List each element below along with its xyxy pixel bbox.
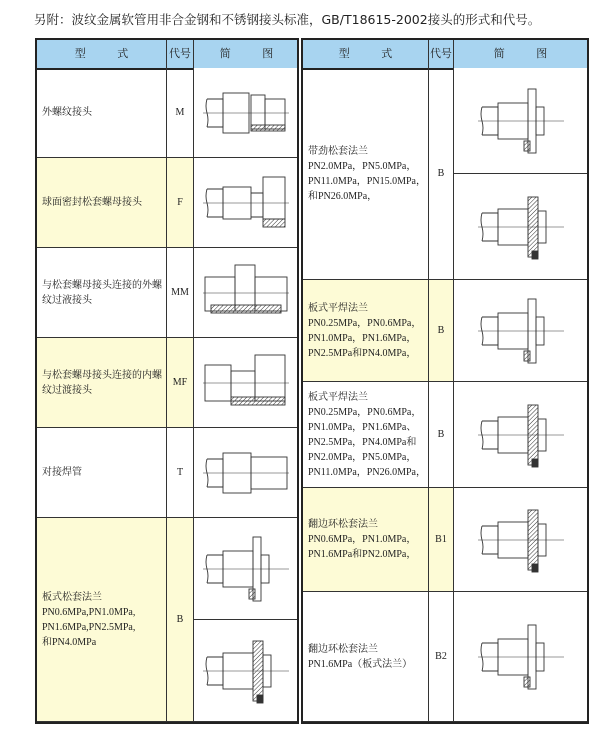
header-code: 代号 xyxy=(167,40,194,68)
pressure-rating: PN1.6MPa和PN2.0MPa， xyxy=(308,549,417,560)
pressure-rating: PN2.5MPa，PN4.0MPa和 xyxy=(308,436,417,448)
flange-diagram xyxy=(454,592,587,722)
code-cell: B xyxy=(429,68,454,280)
code-cell: B2 xyxy=(429,592,454,722)
header-code: 代号 xyxy=(429,40,454,68)
type-name: 外螺纹接头 xyxy=(42,107,92,118)
pressure-rating: PN1.6MPa（板式法兰） xyxy=(308,658,413,670)
type-cell xyxy=(303,382,429,488)
pressure-rating: PN0.6MPa,PN1.0MPa, xyxy=(42,606,136,618)
pressure-rating: PN2.5MPa和PN4.0MPa， xyxy=(308,347,417,359)
type-cell xyxy=(303,592,429,722)
butt-weld-diagram xyxy=(194,428,297,518)
swivel-nut-diagram xyxy=(194,158,297,248)
type-cell xyxy=(37,248,167,338)
flange-diagram xyxy=(454,280,587,382)
pressure-rating: PN0.25MPa，PN0.6MPa， xyxy=(308,317,422,329)
left-table xyxy=(35,38,299,724)
type-name: 与松套螺母接头连接的内螺纹过渡接头 xyxy=(42,369,162,396)
pressure-rating: 和PN4.0MPa xyxy=(42,636,97,648)
code-cell: B1 xyxy=(429,488,454,592)
code-cell: T xyxy=(167,428,194,518)
type-cell xyxy=(37,518,167,722)
type-name: 板式平焊法兰 xyxy=(308,391,368,403)
code-cell: B xyxy=(429,280,454,382)
type-cell xyxy=(37,68,167,158)
pressure-rating: PN1.0MPa，PN1.6MPa， xyxy=(308,332,417,344)
type-cell xyxy=(303,280,429,382)
right-table xyxy=(301,38,589,724)
header-diagram: 简 图 xyxy=(493,47,548,60)
type-cell xyxy=(303,488,429,592)
table-header xyxy=(37,40,297,70)
header-type: 型 式 xyxy=(37,40,167,68)
flange-diagram xyxy=(454,68,587,174)
flange-hatched-diagram xyxy=(454,488,587,592)
type-name: 球面密封松套螺母接头 xyxy=(42,197,142,208)
code-cell: MM xyxy=(167,248,194,338)
flange-hatched-diagram xyxy=(454,174,587,280)
type-cell xyxy=(303,68,429,280)
pressure-rating: PN1.6MPa,PN2.5MPa, xyxy=(42,621,136,633)
header-type: 型 式 xyxy=(303,40,429,68)
code-cell: F xyxy=(167,158,194,248)
double-male-diagram xyxy=(194,248,297,338)
male-thread-diagram xyxy=(194,68,297,158)
flange-hatched-diagram xyxy=(194,620,297,722)
type-cell xyxy=(37,158,167,248)
pressure-rating: PN2.0MPa，PN5.0MPa， xyxy=(308,451,417,463)
table-header xyxy=(303,40,587,70)
pressure-rating: PN2.0MPa，PN5.0MPa， xyxy=(308,160,417,172)
pressure-rating: PN1.0MPa，PN1.6MPa、 xyxy=(308,421,417,433)
type-name: 对接焊管 xyxy=(42,467,82,478)
pressure-rating: PN0.25MPa，PN0.6MPa， xyxy=(308,406,422,418)
pressure-rating: PN11.0MPa，PN26.0MPa， xyxy=(308,466,426,478)
type-name: 板式松套法兰 xyxy=(42,591,102,603)
type-name: 带劲松套法兰 xyxy=(308,145,368,157)
pressure-rating: PN0.6MPa，PN1.0MPa， xyxy=(308,534,417,545)
header-diagram: 简 图 xyxy=(219,47,274,60)
code-cell: B xyxy=(167,518,194,722)
type-cell xyxy=(37,428,167,518)
type-name: 翻边环松套法兰 xyxy=(308,519,378,530)
code-cell: B xyxy=(429,382,454,488)
flange-diagram xyxy=(194,518,297,620)
code-cell: MF xyxy=(167,338,194,428)
pressure-rating: 和PN26.0MPa， xyxy=(308,190,378,202)
female-adapter-diagram xyxy=(194,338,297,428)
type-cell xyxy=(37,338,167,428)
pressure-rating: PN11.0MPa，PN15.0MPa， xyxy=(308,175,426,187)
code-cell: M xyxy=(167,68,194,158)
page-title: 另附：波纹金属软管用非合金钢和不锈钢接头标准，GB/T18615-2002接头的形式和代号。 xyxy=(34,12,541,27)
type-name: 与松套螺母接头连接的外螺纹过液接头 xyxy=(42,279,162,306)
type-name: 翻边环松套法兰 xyxy=(308,643,378,655)
type-name: 板式平焊法兰 xyxy=(308,302,368,314)
flange-hatched-diagram xyxy=(454,382,587,488)
